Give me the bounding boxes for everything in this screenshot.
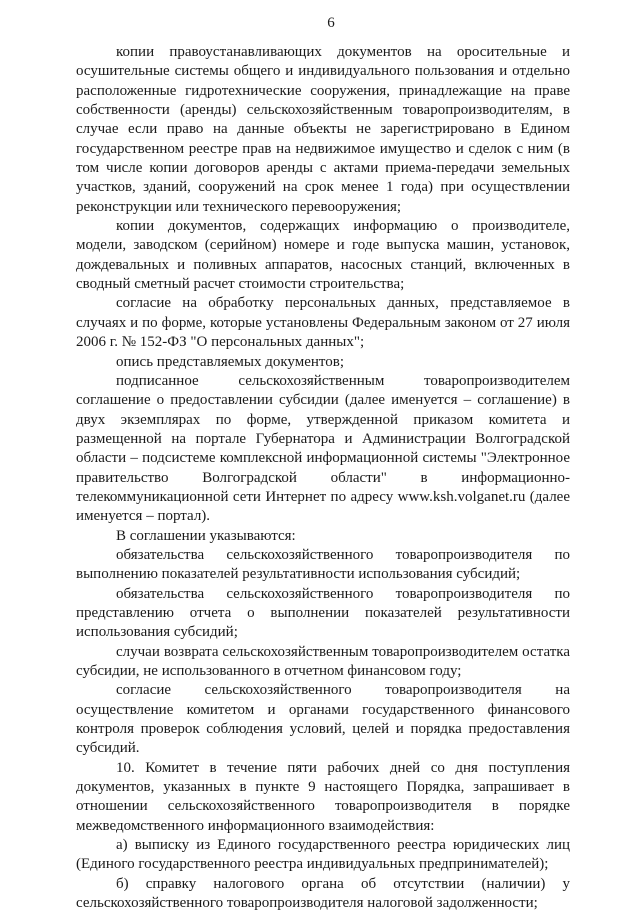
paragraph-control-consent: согласие сельскохозяйственного товаропроизводителя на осуществление комитетом и органами государственного финансового контроля проверок соблюдения условий, целей и порядка предоставления субсидий. <box>76 682 570 757</box>
document-page <box>76 14 570 913</box>
paragraph-personal-data-consent: согласие на обработку персональных данных, представляемое в случаях и по форме, которые установлены Федеральным законом от 27 июля 2006 г. № 152-ФЗ "О персональных данных"; <box>76 295 570 351</box>
paragraph-equipment-info-docs: копии документов, содержащих информацию о производителе, модели, заводском (серийном) номере и годе выпуска машин, установок, дождевальных и поливных аппаратов, насосных станций, включенных в сводный сметный расчет стоимости строительства; <box>76 218 570 293</box>
paragraph-document-inventory: опись представляемых документов; <box>116 353 345 370</box>
paragraph-reporting-obligations: обязательства сельскохозяйственного товаропроизводителя по представлению отчета о выполнении показателей результативности использования субсидий; <box>76 585 570 641</box>
paragraph-irrigation-ownership-docs: копии правоустанавливающих документов на оросительные и осушительные системы общего и индивидуального пользования и отдельно расположенные гидротехнические сооружения, принадлежащие на праве собственности (аренды) сельскохозяйственным товаропроизводителям, в случае если право на данные объекты не зарегистрировано в Едином государственном реестре прав на недвижимое имущество и сделок с ним (в том числе копии договоров аренды с актами приема-передачи земельных участков, зданий, сооружений на срок менее 1 года) при осуществлении реконструкции или технического перевооружения; <box>76 44 570 215</box>
paragraph-clause-10-item-b: б) справку налогового органа об отсутствии (наличии) у сельскохозяйственного товаропроизводителя налоговой задолженности; <box>76 875 570 912</box>
paragraph-clause-10-item-a: а) выписку из Единого государственного реестра юридических лиц (Единого государственного реестра индивидуальных предпринимателей); <box>76 837 570 873</box>
paragraph-signed-agreement: подписанное сельскохозяйственным товаропроизводителем соглашение о предоставлении субсидии (далее именуется – соглашение) в двух экземплярах по форме, утвержденной приказом комитета и размещенной на портале Губернатора и Администрации Волгоградской области – подсистеме комплексной информационной системы "Электронное правительство Волгоградской области" в информационно-телекоммуникационной сети Интернет по адресу www.ksh.volganet.ru (далее именуется – портал). <box>76 372 570 525</box>
paragraph-performance-obligations: обязательства сельскохозяйственного товаропроизводителя по выполнению показателей результативности использования субсидий; <box>76 546 570 583</box>
paragraph-clause-10: 10. Комитет в течение пяти рабочих дней со дня поступления документов, указанных в пункте 9 настоящего Порядка, запрашивает в отношении сельскохозяйственного товаропроизводителя в порядке межведомственного информационного взаимодействия: <box>76 759 570 834</box>
paragraph-subsidy-return-cases: случаи возврата сельскохозяйственным товаропроизводителем остатка субсидии, не использованного в отчетном финансовом году; <box>76 643 570 679</box>
paragraph-agreement-contents-heading: В соглашении указываются: <box>116 527 296 544</box>
page-number: 6 <box>327 15 335 31</box>
